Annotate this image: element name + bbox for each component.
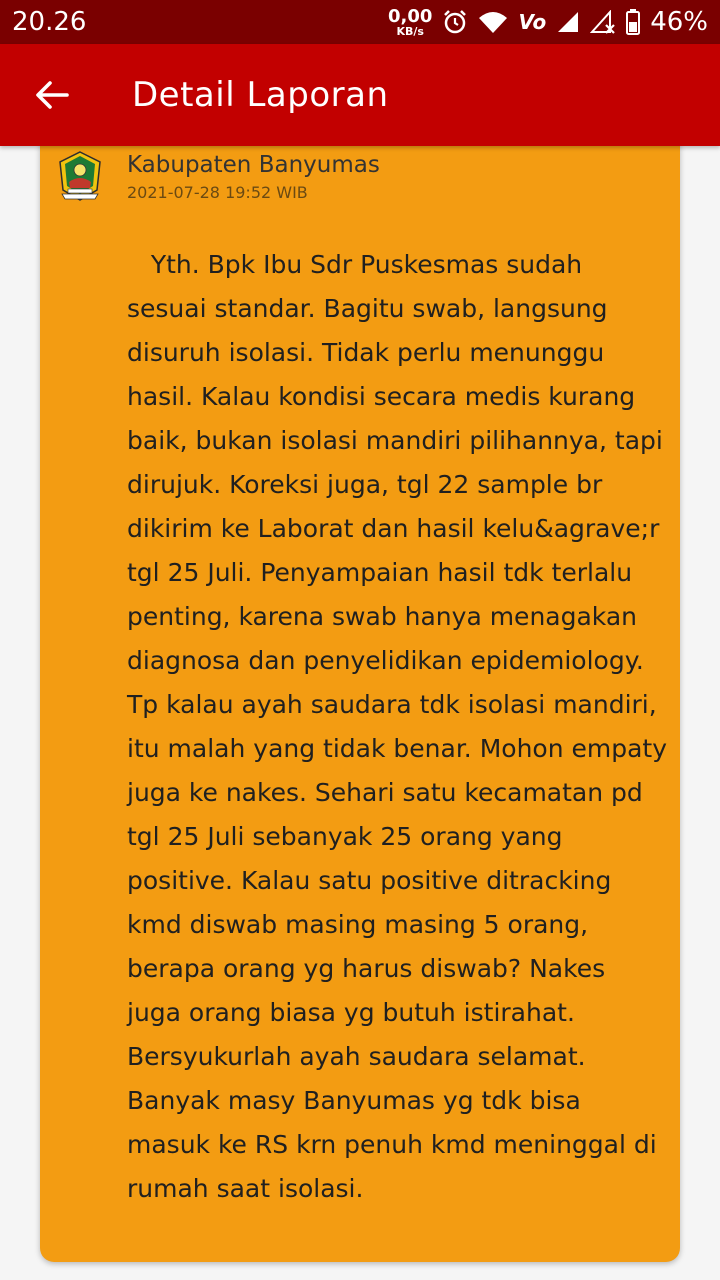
back-button[interactable] <box>22 65 82 125</box>
report-body: Yth. Bpk Ibu Sdr Puskesmas sudah sesuai standar. Bagitu swab, langsung disuruh isolasi. Tidak perlu menunggu hasil. Kalau kondisi secara medis kurang baik, bukan isolasi mandiri pilihannya, tapi dirujuk. Koreksi juga, tgl 22 sample br dikirim ke Laborat dan hasil kelu&agrave;r tgl 25 Juli. Penyampaian hasil tdk terlalu penting, karena swab hanya menagakan diagnosa dan penyelidikan epidemiology. Tp kalau ayah saudara tdk isolasi mandiri, itu malah yang tidak benar. Mohon empaty juga ke nakes. Sehari satu kecamatan pd tgl 25 Juli sebanyak 25 orang yang positive. Kalau satu positive ditracking kmd diswab masing masing 5 orang, berapa orang yg harus diswab? Nakes juga orang biasa yg butuh istirahat. Bersyukurlah ayah saudara selamat. Banyak masy Banyumas yg tdk bisa masuk ke RS krn penuh kmd meninggal di rumah saat isolasi. <box>127 250 675 1203</box>
signal-x-icon <box>590 10 616 34</box>
arrow-left-icon <box>35 80 69 110</box>
battery-icon <box>626 9 640 35</box>
status-icons <box>388 7 708 37</box>
volte-icon: Vo <box>518 10 547 34</box>
page-title: Detail Laporan <box>132 75 389 115</box>
signal-icon <box>556 10 580 34</box>
app-bar <box>0 44 720 146</box>
net-speed-value: 0,00 <box>388 5 433 27</box>
battery-percent: 46% <box>650 7 708 37</box>
status-time: 20.26 <box>12 7 87 37</box>
net-speed-indicator <box>388 5 433 38</box>
report-card <box>40 130 680 1262</box>
wifi-icon <box>478 10 508 34</box>
status-bar <box>0 0 720 44</box>
alarm-icon <box>442 9 468 35</box>
banyumas-logo <box>57 150 103 202</box>
report-timestamp: 2021-07-28 19:52 WIB <box>127 183 308 202</box>
report-author: Kabupaten Banyumas <box>127 152 380 178</box>
net-speed-unit: KB/s <box>396 24 424 38</box>
